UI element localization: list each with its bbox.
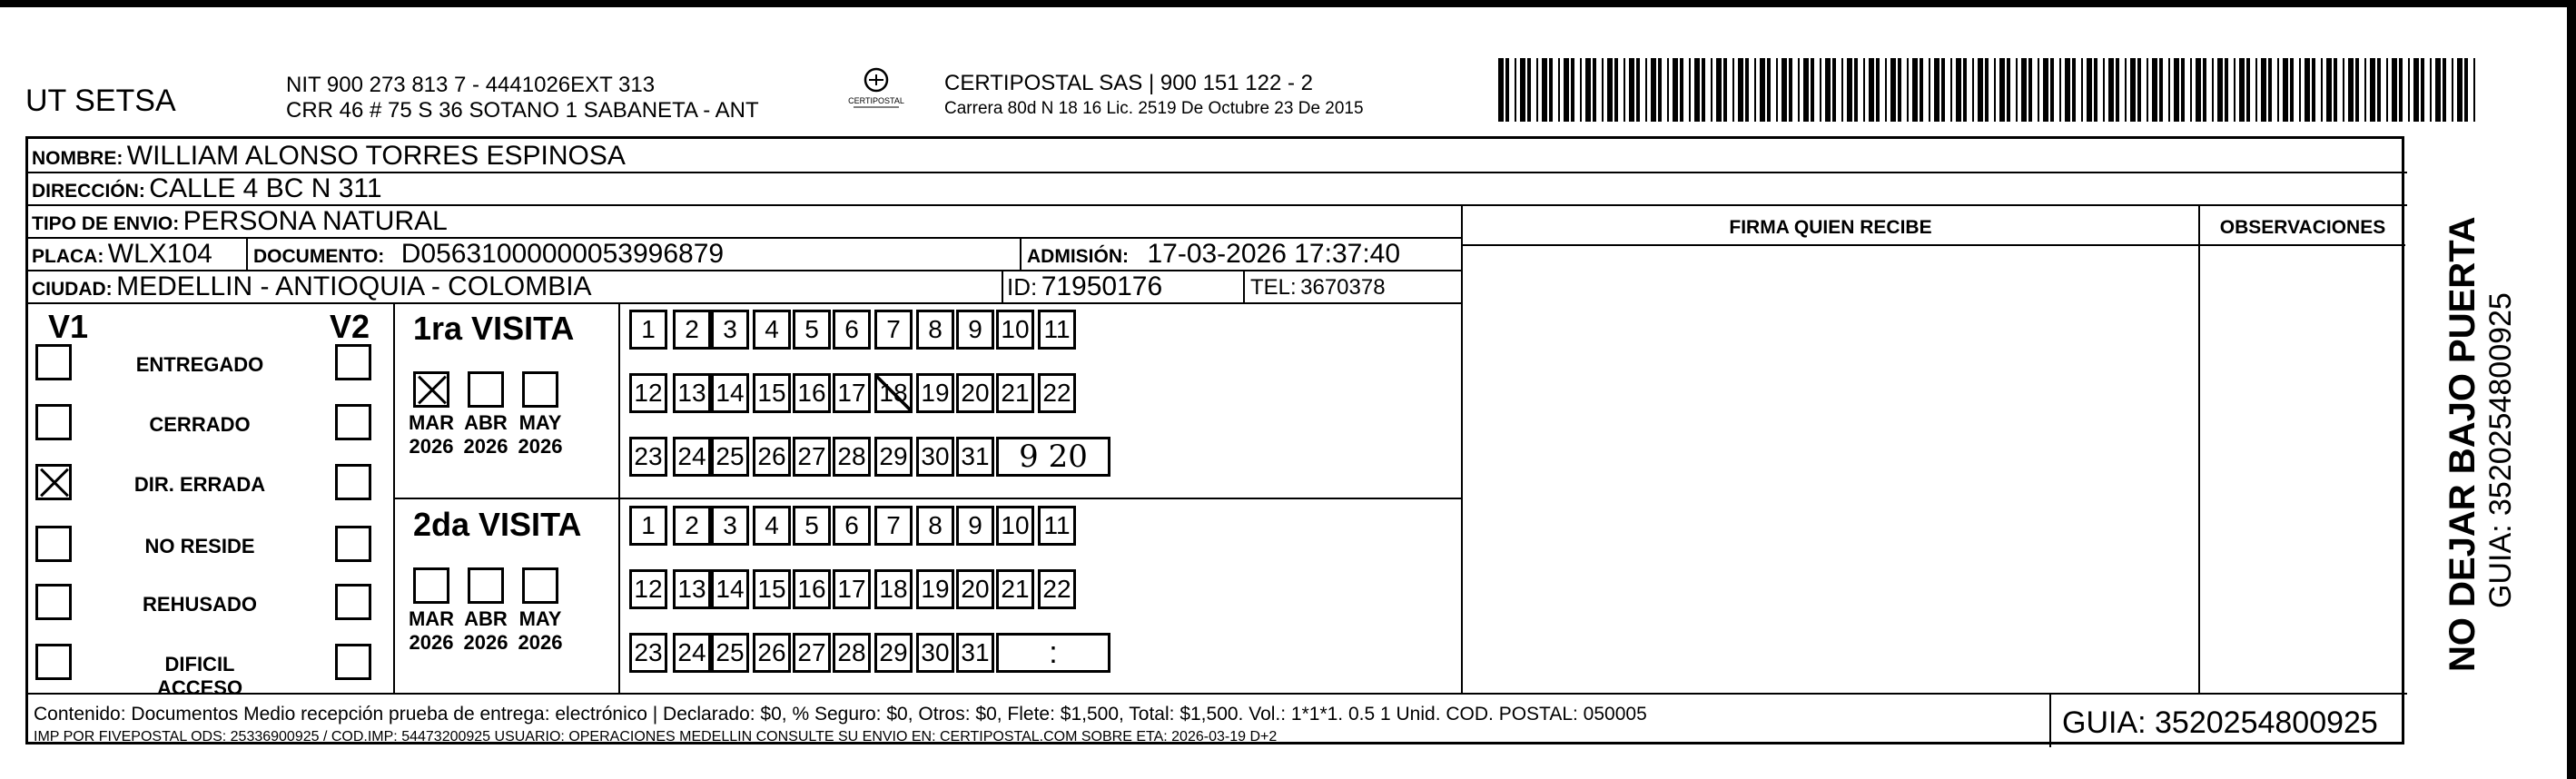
barcode-bar bbox=[1645, 58, 1647, 122]
direccion-value: CALLE 4 BC N 311 bbox=[149, 173, 382, 203]
barcode-bar bbox=[1585, 58, 1591, 122]
month-checkbox[interactable] bbox=[468, 567, 504, 604]
barcode-bar bbox=[2081, 58, 2083, 122]
day-box[interactable]: 8 bbox=[916, 506, 954, 546]
logo-text: CERTIPOSTAL bbox=[848, 96, 904, 105]
barcode-bar bbox=[2147, 58, 2148, 122]
barcode-bar bbox=[1564, 58, 1569, 122]
v2-checkbox[interactable] bbox=[335, 404, 371, 440]
day-box[interactable]: 2 bbox=[673, 506, 711, 546]
admision-label: ADMISIÓN: bbox=[1027, 246, 1129, 267]
day-box[interactable]: 24 bbox=[673, 437, 711, 477]
barcode-bar bbox=[1767, 58, 1771, 122]
month-label bbox=[513, 607, 568, 655]
month-label bbox=[404, 411, 459, 459]
day-box[interactable]: 3 bbox=[711, 310, 749, 350]
barcode-bar bbox=[1863, 58, 1865, 122]
barcode-bar bbox=[2370, 58, 2375, 122]
observations-area[interactable] bbox=[2202, 248, 2403, 691]
barcode-bar bbox=[2413, 58, 2419, 122]
barcode-bar bbox=[2452, 58, 2453, 122]
direccion-row bbox=[32, 173, 382, 204]
barcode-bar bbox=[2159, 58, 2163, 122]
barcode bbox=[1498, 58, 2479, 122]
placa-label: PLACA: bbox=[32, 246, 104, 267]
barcode-bar bbox=[2421, 58, 2424, 122]
admision-value: 17-03-2026 17:37:40 bbox=[1147, 239, 1401, 269]
certipostal-logo bbox=[835, 65, 917, 111]
barcode-bar bbox=[2430, 58, 2432, 122]
barcode-bar bbox=[2246, 58, 2250, 122]
barcode-bar bbox=[1515, 58, 1516, 122]
barcode-bar bbox=[2125, 58, 2127, 122]
nombre-row bbox=[32, 141, 626, 172]
barcode-bar bbox=[2087, 58, 2092, 122]
barcode-bar bbox=[2116, 58, 2119, 122]
day-box[interactable]: 22 bbox=[1038, 373, 1076, 413]
day-box[interactable]: 20 bbox=[956, 373, 994, 413]
day-box[interactable]: 29 bbox=[874, 633, 913, 673]
courier-info bbox=[944, 71, 1364, 122]
barcode-bar bbox=[2239, 58, 2245, 122]
v2-checkbox[interactable] bbox=[335, 584, 371, 620]
day-box[interactable]: 4 bbox=[753, 506, 791, 546]
barcode-bar bbox=[1760, 58, 1765, 122]
day-box[interactable]: 15 bbox=[753, 373, 791, 413]
month-label bbox=[459, 411, 513, 459]
day-box[interactable]: 4 bbox=[753, 310, 791, 350]
day-box[interactable]: 28 bbox=[833, 633, 871, 673]
courier-address-line: Carrera 80d N 18 16 Lic. 2519 De Octubre 23 De 2015 bbox=[944, 99, 1364, 118]
month-name: MAY bbox=[518, 607, 562, 630]
day-box[interactable]: 14 bbox=[711, 569, 749, 609]
v1-checkbox[interactable] bbox=[35, 526, 72, 562]
day-box[interactable]: 5 bbox=[793, 310, 831, 350]
barcode-bar bbox=[2299, 58, 2301, 122]
barcode-bar bbox=[2203, 58, 2206, 122]
barcode-bar bbox=[1912, 58, 1918, 122]
barcode-bar bbox=[2103, 58, 2105, 122]
barcode-bar bbox=[1689, 58, 1691, 122]
signature-area[interactable] bbox=[1465, 248, 2195, 691]
v2-header: V2 bbox=[330, 308, 370, 345]
id-row bbox=[1007, 271, 1162, 302]
day-box[interactable]: 29 bbox=[874, 437, 913, 477]
tipo-envio-row bbox=[32, 206, 448, 237]
documento-label: DOCUMENTO: bbox=[253, 246, 385, 267]
barcode-bar bbox=[1602, 58, 1604, 122]
day-box[interactable]: 15 bbox=[753, 569, 791, 609]
barcode-bar bbox=[2305, 58, 2310, 122]
barcode-bar bbox=[1754, 58, 1756, 122]
barcode-bar bbox=[1732, 58, 1734, 122]
day-box[interactable]: 26 bbox=[753, 437, 791, 477]
status-label: DIFICIL ACCESO bbox=[156, 653, 243, 699]
barcode-bar bbox=[1711, 58, 1712, 122]
barcode-bar bbox=[2312, 58, 2315, 122]
day-box[interactable]: 7 bbox=[874, 310, 913, 350]
barcode-bar bbox=[1667, 58, 1669, 122]
barcode-bar bbox=[1776, 58, 1778, 122]
status-label: ENTREGADO bbox=[135, 353, 264, 376]
barcode-bar bbox=[1571, 58, 1574, 122]
barcode-bar bbox=[2050, 58, 2054, 122]
barcode-bar bbox=[2168, 58, 2170, 122]
visit-title: 2da VISITA bbox=[413, 506, 582, 543]
barcode-bar bbox=[1716, 58, 1722, 122]
day-box[interactable]: 17 bbox=[833, 569, 871, 609]
month-year: 2026 bbox=[463, 435, 508, 458]
day-box[interactable]: 14 bbox=[711, 373, 749, 413]
day-box[interactable]: 16 bbox=[793, 373, 831, 413]
day-box[interactable]: 31 bbox=[956, 633, 994, 673]
barcode-bar bbox=[1934, 58, 1939, 122]
barcode-bar bbox=[2399, 58, 2403, 122]
barcode-bar bbox=[1593, 58, 1596, 122]
barcode-bar bbox=[2377, 58, 2381, 122]
barcode-bar bbox=[2364, 58, 2366, 122]
status-label: REHUSADO bbox=[143, 593, 257, 616]
admision-row bbox=[1027, 239, 1400, 270]
barcode-bar bbox=[1999, 58, 2005, 122]
day-box[interactable]: 28 bbox=[833, 437, 871, 477]
barcode-bar bbox=[2348, 58, 2354, 122]
barcode-bar bbox=[1869, 58, 1874, 122]
barcode-bar bbox=[2137, 58, 2141, 122]
month-year: 2026 bbox=[409, 435, 454, 458]
barcode-bar bbox=[2435, 58, 2441, 122]
address-line: CRR 46 # 75 S 36 SOTANO 1 SABANETA - ANT bbox=[286, 98, 759, 123]
barcode-bar bbox=[1745, 58, 1749, 122]
ciudad-row bbox=[32, 271, 592, 302]
barcode-bar bbox=[1985, 58, 1989, 122]
day-box[interactable]: 9 bbox=[956, 506, 994, 546]
barcode-bar bbox=[1798, 58, 1800, 122]
ciudad-label: CIUDAD: bbox=[32, 279, 113, 300]
month-checkbox[interactable] bbox=[522, 371, 558, 408]
barcode-bar bbox=[2464, 58, 2468, 122]
barcode-bar bbox=[1527, 58, 1531, 122]
barcode-bar bbox=[1907, 58, 1909, 122]
barcode-bar bbox=[1607, 58, 1613, 122]
barcode-bar bbox=[1941, 58, 1945, 122]
barcode-bar bbox=[2283, 58, 2288, 122]
v2-checkbox[interactable] bbox=[335, 344, 371, 380]
barcode-bar bbox=[1723, 58, 1727, 122]
day-box[interactable]: 5 bbox=[793, 506, 831, 546]
barcode-bar bbox=[1841, 58, 1843, 122]
v1-checkbox[interactable] bbox=[35, 344, 72, 380]
month-year: 2026 bbox=[518, 435, 563, 458]
visit-title: 1ra VISITA bbox=[413, 310, 575, 347]
barcode-bar bbox=[1885, 58, 1887, 122]
day-box[interactable]: 13 bbox=[673, 569, 711, 609]
month-year: 2026 bbox=[518, 631, 563, 654]
placa-value: WLX104 bbox=[107, 239, 212, 269]
barcode-bar bbox=[1820, 58, 1821, 122]
id-value: 71950176 bbox=[1041, 271, 1163, 301]
barcode-bar bbox=[1876, 58, 1880, 122]
barcode-bar bbox=[1702, 58, 1705, 122]
barcode-bar bbox=[1832, 58, 1836, 122]
month-year: 2026 bbox=[409, 631, 454, 654]
barcode-bar bbox=[1549, 58, 1553, 122]
documento-value: D05631000000053996879 bbox=[400, 239, 725, 269]
day-box[interactable]: 20 bbox=[956, 569, 994, 609]
tipo-envio-label: TIPO DE ENVIO: bbox=[32, 213, 180, 234]
barcode-bar bbox=[1929, 58, 1930, 122]
barcode-bar bbox=[2326, 58, 2332, 122]
barcode-bar bbox=[1658, 58, 1662, 122]
barcode-bar bbox=[1825, 58, 1831, 122]
company-info bbox=[286, 73, 759, 123]
day-box[interactable]: 30 bbox=[916, 633, 954, 673]
day-box[interactable]: 21 bbox=[996, 569, 1034, 609]
barcode-bar bbox=[2234, 58, 2235, 122]
tel-value: 3670378 bbox=[1300, 275, 1386, 300]
v1-checkbox[interactable] bbox=[35, 644, 72, 680]
day-box[interactable]: 21 bbox=[996, 373, 1034, 413]
barcode-bar bbox=[2028, 58, 2032, 122]
barcode-bar bbox=[1854, 58, 1858, 122]
barcode-bar bbox=[1580, 58, 1582, 122]
month-name: MAR bbox=[408, 411, 455, 434]
barcode-bar bbox=[2321, 58, 2323, 122]
barcode-bar bbox=[2268, 58, 2272, 122]
side-guia-number: GUIA: 3520254800925 bbox=[2483, 292, 2518, 608]
id-label: ID: bbox=[1007, 273, 1038, 301]
barcode-bar bbox=[2392, 58, 2397, 122]
barcode-bar bbox=[2217, 58, 2223, 122]
barcode-bar bbox=[1898, 58, 1901, 122]
documento-row bbox=[253, 239, 724, 270]
month-label bbox=[459, 607, 513, 655]
barcode-bar bbox=[2072, 58, 2076, 122]
v1-header: V1 bbox=[48, 308, 89, 345]
barcode-bar bbox=[2355, 58, 2359, 122]
barcode-bar bbox=[1972, 58, 1974, 122]
barcode-bar bbox=[1694, 58, 1700, 122]
day-box[interactable]: 25 bbox=[711, 437, 749, 477]
v2-checkbox[interactable] bbox=[335, 464, 371, 500]
barcode-bar bbox=[2290, 58, 2294, 122]
month-name: ABR bbox=[464, 411, 508, 434]
barcode-bar bbox=[1789, 58, 1792, 122]
tipo-envio-value: PERSONA NATURAL bbox=[183, 206, 448, 236]
day-box[interactable]: 27 bbox=[793, 633, 831, 673]
barcode-bar bbox=[2343, 58, 2344, 122]
day-box[interactable]: 24 bbox=[673, 633, 711, 673]
barcode-bar bbox=[2043, 58, 2048, 122]
barcode-bar bbox=[2130, 58, 2136, 122]
barcode-bar bbox=[2059, 58, 2061, 122]
day-box[interactable]: 23 bbox=[629, 437, 667, 477]
barcode-bar bbox=[1558, 58, 1560, 122]
barcode-bar bbox=[2196, 58, 2201, 122]
barcode-bar bbox=[2174, 58, 2179, 122]
delivery-form bbox=[25, 136, 2404, 744]
status-label: NO RESIDE bbox=[144, 535, 255, 557]
barcode-bar bbox=[2181, 58, 2185, 122]
barcode-bar bbox=[2277, 58, 2279, 122]
day-box[interactable]: 1 bbox=[629, 506, 667, 546]
nombre-value: WILLIAM ALONSO TORRES ESPINOSA bbox=[126, 141, 626, 171]
barcode-bar bbox=[2021, 58, 2027, 122]
day-box[interactable]: 10 bbox=[996, 506, 1034, 546]
barcode-bar bbox=[2152, 58, 2157, 122]
v1-checkbox[interactable] bbox=[35, 584, 72, 620]
v1-checkbox[interactable] bbox=[35, 464, 72, 500]
barcode-bar bbox=[2094, 58, 2097, 122]
barcode-bar bbox=[1629, 58, 1634, 122]
barcode-bar bbox=[1505, 58, 1509, 122]
day-box[interactable]: 23 bbox=[629, 633, 667, 673]
barcode-bar bbox=[2457, 58, 2462, 122]
day-box[interactable]: 17 bbox=[833, 373, 871, 413]
v1-checkbox[interactable] bbox=[35, 404, 72, 440]
v2-checkbox[interactable] bbox=[335, 644, 371, 680]
barcode-bar bbox=[2261, 58, 2266, 122]
status-label: CERRADO bbox=[149, 413, 251, 436]
barcode-bar bbox=[1614, 58, 1618, 122]
barcode-bar bbox=[2408, 58, 2410, 122]
month-name: MAY bbox=[518, 411, 562, 434]
barcode-bar bbox=[1542, 58, 1547, 122]
barcode-bar bbox=[1498, 58, 1504, 122]
day-box[interactable]: 26 bbox=[753, 633, 791, 673]
barcode-bar bbox=[2038, 58, 2039, 122]
day-box[interactable]: 11 bbox=[1038, 506, 1076, 546]
day-box[interactable]: 19 bbox=[916, 569, 954, 609]
courier-name-line: CERTIPOSTAL SAS | 900 151 122 - 2 bbox=[944, 71, 1313, 95]
day-box[interactable]: 1 bbox=[629, 310, 667, 350]
barcode-bar bbox=[1651, 58, 1656, 122]
barcode-bar bbox=[2386, 58, 2388, 122]
observaciones-header: OBSERVACIONES bbox=[2219, 217, 2386, 238]
firma-header: FIRMA QUIEN RECIBE bbox=[1729, 217, 1932, 238]
ciudad-value: MEDELLIN - ANTIOQUIA - COLOMBIA bbox=[116, 271, 592, 301]
month-checkbox[interactable] bbox=[413, 567, 449, 604]
barcode-bar bbox=[2225, 58, 2228, 122]
visit-time-box[interactable]: 9 20 bbox=[996, 437, 1110, 477]
barcode-bar bbox=[2255, 58, 2257, 122]
day-box[interactable]: 8 bbox=[916, 310, 954, 350]
print-info: IMP POR FIVEPOSTAL ODS: 25336900925 / COD.IMP: 54473200925 USUARIO: OPERACIONES MEDELLIN CONSULTE SU ENVIO EN: CERTIPOSTAL.COM SOBRE ETA: 2026-03-19 D+2 bbox=[34, 729, 1278, 744]
barcode-bar bbox=[2065, 58, 2070, 122]
barcode-bar bbox=[1673, 58, 1678, 122]
barcode-bar bbox=[1738, 58, 1743, 122]
tel-row bbox=[1250, 275, 1386, 301]
tel-label: TEL: bbox=[1250, 275, 1297, 300]
barcode-bar bbox=[2443, 58, 2446, 122]
content-summary: Contenido: Documentos Medio recepción prueba de entrega: electrónico | Declarado: $0, % Seguro: $0, Otros: $0, Flete: $1,500, Total: $1,500. Vol.: 1*1*1. 0.5 1 Unid. COD. POSTAL: 050005 bbox=[34, 704, 1647, 725]
barcode-bar bbox=[1978, 58, 1983, 122]
month-checkbox[interactable] bbox=[468, 371, 504, 408]
day-box[interactable]: 6 bbox=[833, 506, 871, 546]
day-box[interactable]: 27 bbox=[793, 437, 831, 477]
barcode-bar bbox=[2016, 58, 2018, 122]
day-box[interactable]: 31 bbox=[956, 437, 994, 477]
day-box[interactable]: 6 bbox=[833, 310, 871, 350]
month-checkbox[interactable] bbox=[522, 567, 558, 604]
barcode-bar bbox=[2212, 58, 2214, 122]
day-box[interactable]: 18 bbox=[874, 569, 913, 609]
day-box[interactable]: 13 bbox=[673, 373, 711, 413]
month-name: MAR bbox=[408, 607, 455, 630]
day-box[interactable]: 30 bbox=[916, 437, 954, 477]
barcode-bar bbox=[1920, 58, 1923, 122]
barcode-bar bbox=[1847, 58, 1852, 122]
barcode-bar bbox=[2473, 58, 2475, 122]
month-label bbox=[513, 411, 568, 459]
v2-checkbox[interactable] bbox=[335, 526, 371, 562]
barcode-bar bbox=[1680, 58, 1683, 122]
day-box[interactable]: 16 bbox=[793, 569, 831, 609]
day-box[interactable]: 12 bbox=[629, 569, 667, 609]
day-box[interactable]: 22 bbox=[1038, 569, 1076, 609]
direccion-label: DIRECCIÓN: bbox=[32, 181, 145, 202]
barcode-bar bbox=[1956, 58, 1961, 122]
nit-line: NIT 900 273 813 7 - 4441026EXT 313 bbox=[286, 73, 656, 97]
barcode-bar bbox=[2108, 58, 2114, 122]
status-label: DIR. ERRADA bbox=[133, 473, 266, 496]
day-box[interactable]: 11 bbox=[1038, 310, 1076, 350]
company-name: UT SETSA bbox=[25, 84, 176, 118]
barcode-bar bbox=[1520, 58, 1525, 122]
day-box[interactable]: 10 bbox=[996, 310, 1034, 350]
barcode-bar bbox=[1963, 58, 1967, 122]
day-box[interactable]: 3 bbox=[711, 506, 749, 546]
month-checkbox[interactable] bbox=[413, 371, 449, 408]
barcode-bar bbox=[2007, 58, 2010, 122]
warning-text: NO DEJAR BAJO PUERTA bbox=[2443, 216, 2482, 672]
barcode-bar bbox=[1890, 58, 1896, 122]
barcode-bar bbox=[1950, 58, 1952, 122]
nombre-label: NOMBRE: bbox=[32, 148, 123, 169]
barcode-bar bbox=[1536, 58, 1538, 122]
month-name: ABR bbox=[464, 607, 508, 630]
guia-number: GUIA: 3520254800925 bbox=[2062, 705, 2378, 740]
day-box[interactable]: 2 bbox=[673, 310, 711, 350]
barcode-bar bbox=[1636, 58, 1640, 122]
barcode-bar bbox=[1781, 58, 1787, 122]
day-box[interactable]: 18 bbox=[874, 373, 913, 413]
barcode-bar bbox=[1624, 58, 1625, 122]
day-box[interactable]: 7 bbox=[874, 506, 913, 546]
barcode-bar bbox=[1811, 58, 1814, 122]
visit-time-box[interactable]: : bbox=[996, 633, 1110, 673]
barcode-bar bbox=[2190, 58, 2192, 122]
day-box[interactable]: 9 bbox=[956, 310, 994, 350]
day-box[interactable]: 19 bbox=[916, 373, 954, 413]
day-box[interactable]: 12 bbox=[629, 373, 667, 413]
barcode-bar bbox=[2334, 58, 2337, 122]
placa-row bbox=[32, 239, 212, 270]
barcode-bar bbox=[1803, 58, 1809, 122]
barcode-bar bbox=[1994, 58, 1996, 122]
day-box[interactable]: 25 bbox=[711, 633, 749, 673]
month-label bbox=[404, 607, 459, 655]
month-year: 2026 bbox=[463, 631, 508, 654]
